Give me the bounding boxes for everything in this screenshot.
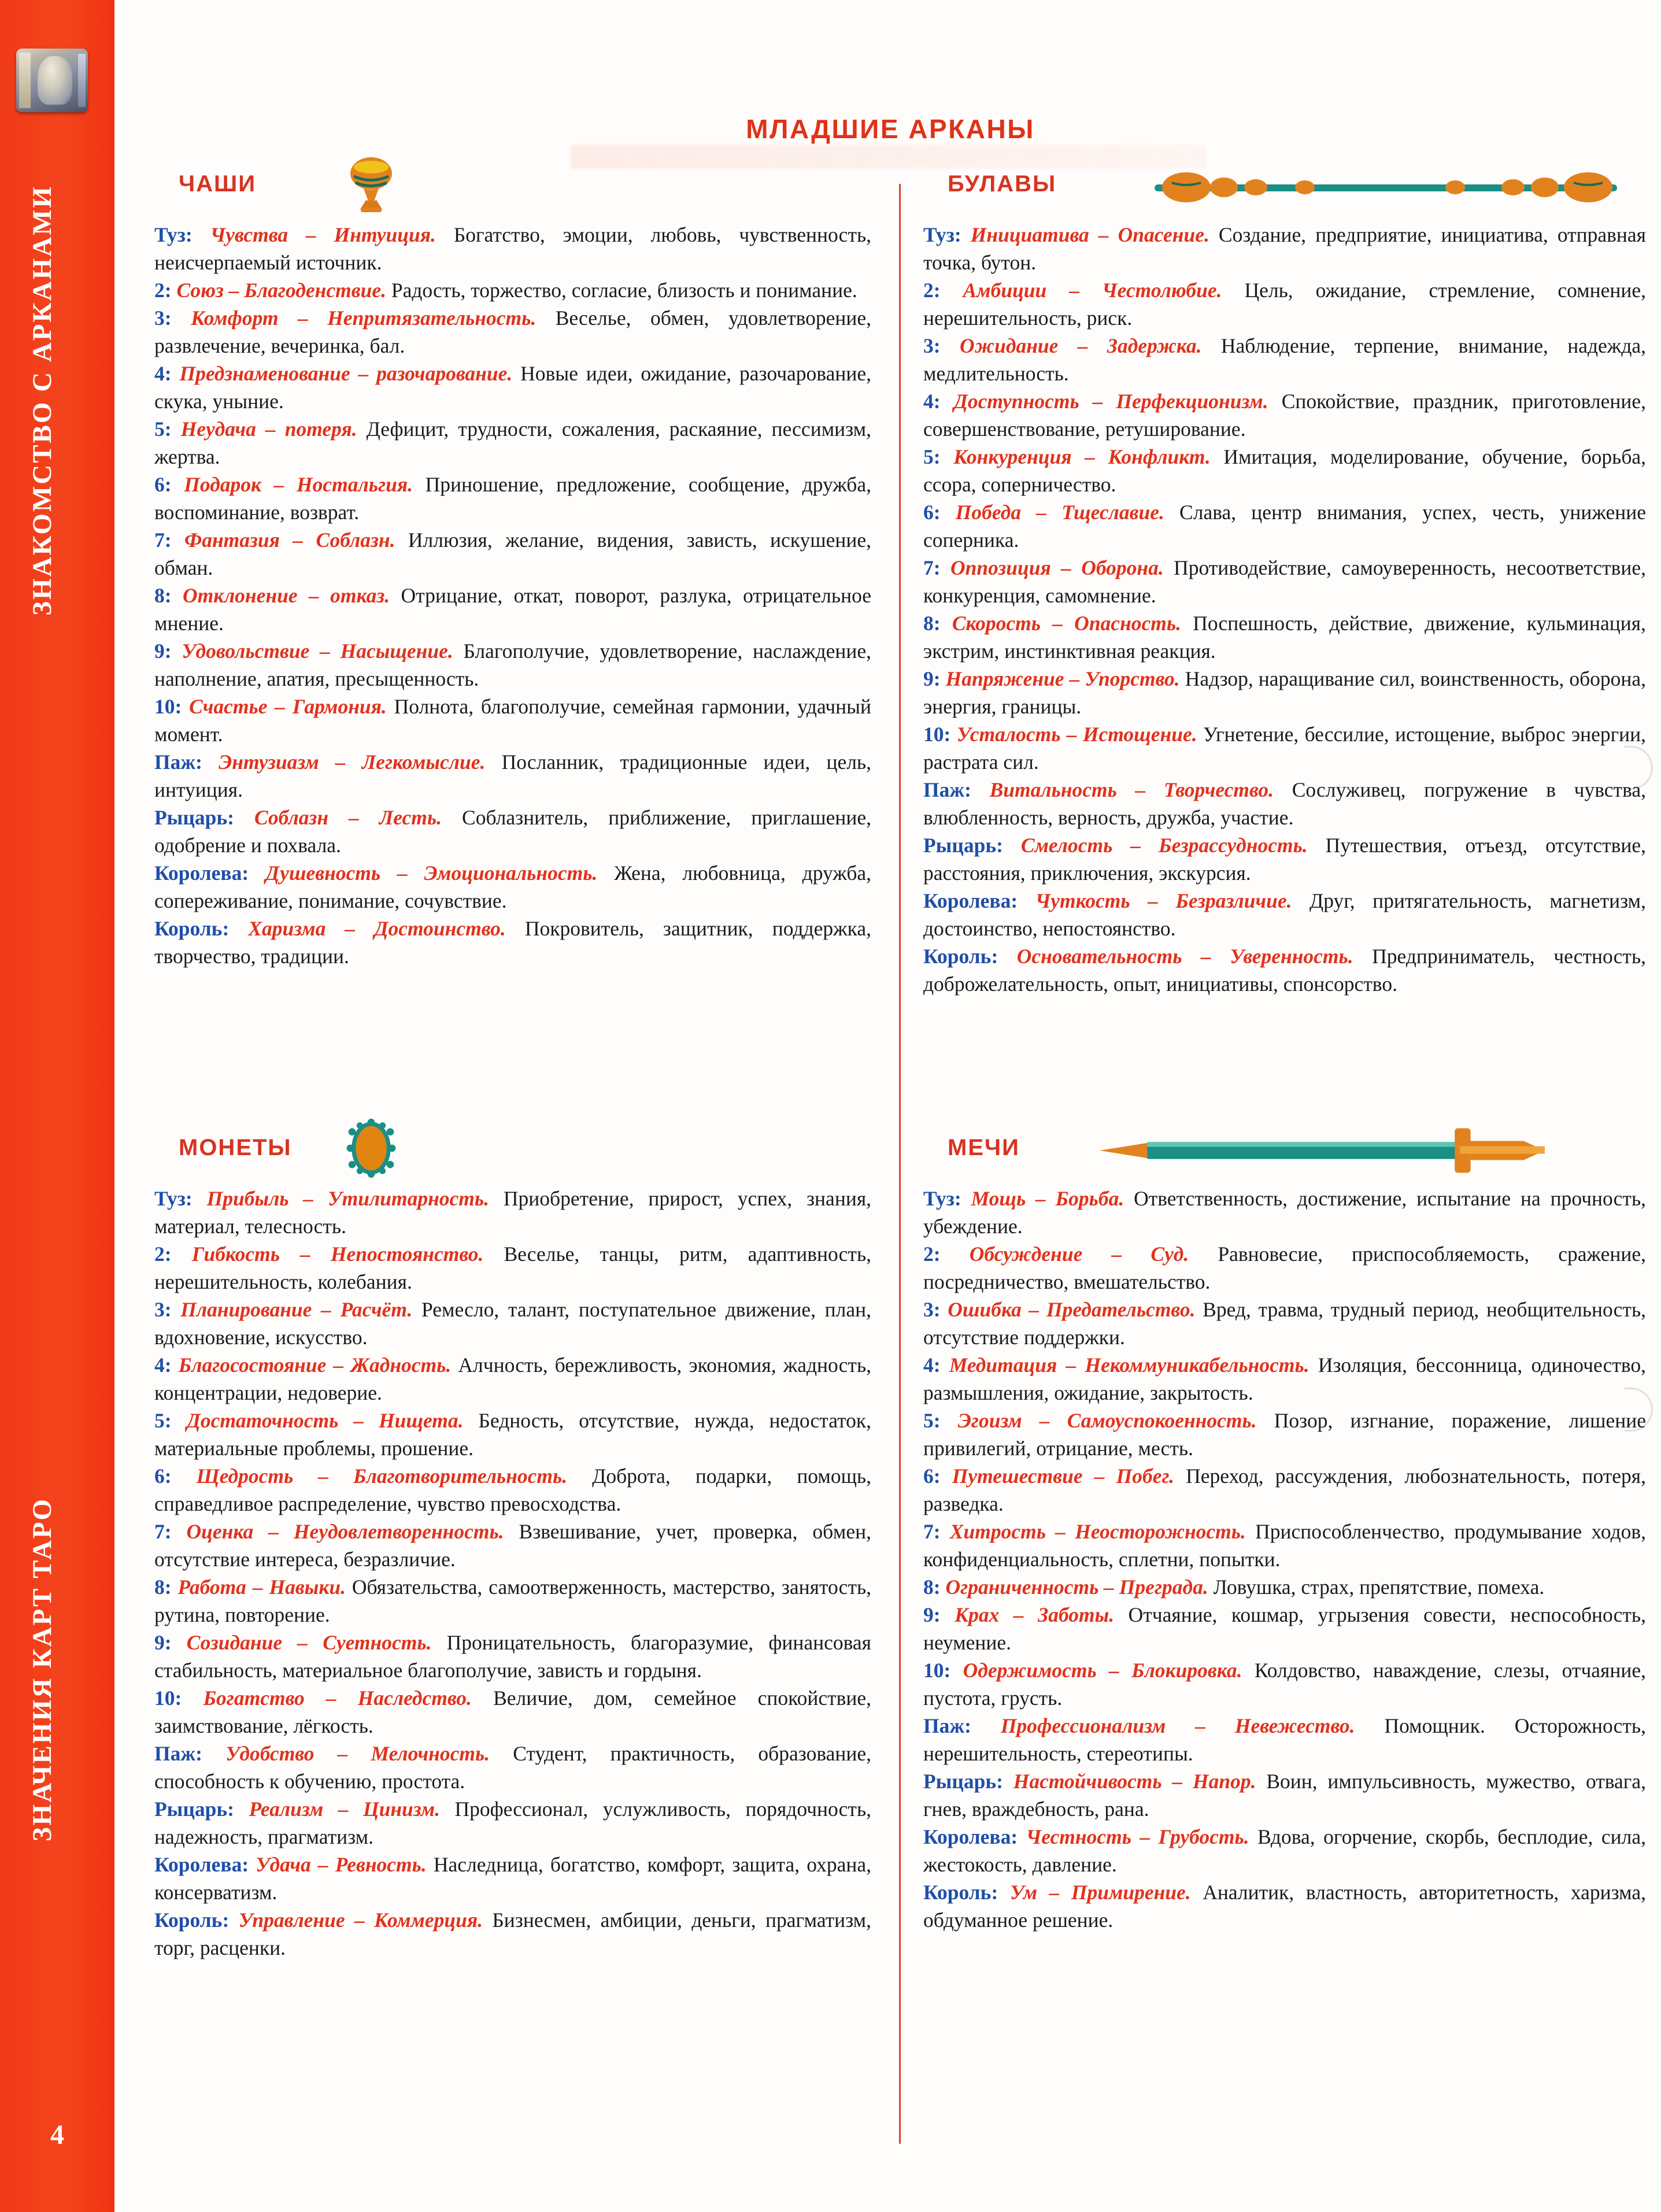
card-description: Ловушка, страх, препятствие, помеха. [1213, 1575, 1545, 1599]
card-rank-label: Туз: [923, 1187, 961, 1210]
card-description: Полнота, благополучие, семейная гармонии, удачный момент. [154, 695, 871, 746]
card-rank-label: 3: [923, 1298, 941, 1321]
cup-icon [328, 150, 415, 214]
card-entry [923, 887, 1646, 942]
card-entry [154, 276, 871, 304]
coin-icon [328, 1116, 415, 1180]
card-description: Вдова, огорчение, скорбь, бесплодие, сила, жестокость, давление. [923, 1825, 1646, 1876]
card-keywords: Подарок – Ностальгия. [184, 473, 413, 496]
card-keywords: Созидание – Суетность. [186, 1631, 432, 1654]
card-entry [923, 554, 1646, 609]
card-keywords: Удача – Ревность. [256, 1853, 427, 1876]
card-keywords: Напряжение – Упорство. [945, 667, 1180, 690]
card-entry [154, 1462, 871, 1518]
card-keywords: Честность – Грубость. [1026, 1825, 1249, 1848]
card-description: Имитация, моделирование, обучение, борьба, ссора, соперничество. [923, 445, 1647, 496]
card-keywords: Достаточность – Нищета. [186, 1409, 464, 1432]
card-description: Противодействие, самоуверенность, несоответствие, конкуренция, самомнение. [923, 556, 1647, 607]
tarot-card-thumbnail-icon [16, 49, 88, 112]
card-rank-label: 9: [923, 667, 941, 690]
card-description: Жена, любовница, дружба, сопереживание, понимание, сочувствие. [154, 861, 872, 912]
card-description: Ремесло, талант, поступательное движение, план, вдохновение, искусство. [154, 1298, 872, 1349]
section-wands [923, 161, 1646, 998]
card-rank-label: Паж: [154, 1742, 202, 1765]
page-title: МЛАДШИЕ АРКАНЫ [746, 114, 1035, 144]
card-keywords: Оппозиция – Оборона. [950, 556, 1164, 579]
card-description: Позор, изгнание, поражение, лишение привилегий, отрицание, месть. [923, 1409, 1646, 1460]
card-description: Сослуживец, погружение в чувства, влюбленность, верность, дружба, участие. [923, 778, 1647, 829]
card-keywords: Управление – Коммерция. [238, 1908, 483, 1932]
card-keywords: Путешествие – Побег. [952, 1464, 1174, 1488]
card-keywords: Конкуренция – Конфликт. [953, 445, 1211, 468]
card-entry [154, 582, 871, 637]
card-rank-label: 4: [154, 362, 172, 385]
card-keywords: Работа – Навыки. [177, 1575, 346, 1599]
card-rank-label: 10: [154, 1686, 182, 1710]
card-description: Изоляция, бессонница, одиночество, размышления, ожидание, закрытость. [923, 1353, 1647, 1404]
sword-icon [1068, 1119, 1577, 1182]
card-rank-label: 3: [154, 306, 172, 330]
card-rank-label: Туз: [154, 223, 193, 246]
card-keywords: Крах – Заботы. [955, 1603, 1115, 1626]
card-rank-label: Паж: [923, 1714, 971, 1737]
card-entry [923, 1185, 1646, 1240]
card-keywords: Удовольствие – Насыщение. [182, 639, 453, 663]
card-rank-label: 4: [923, 1353, 941, 1377]
card-keywords: Мощь – Борьба. [971, 1187, 1124, 1210]
card-rank-label: 8: [923, 612, 941, 635]
wand-icon [1131, 157, 1640, 221]
card-description: Алчность, бережливость, экономия, жадность, концентрации, недоверие. [154, 1353, 872, 1404]
card-description: Переход, рассуждения, любознательность, потеря, разведка. [923, 1464, 1647, 1515]
card-rank-label: 7: [923, 556, 941, 579]
card-entry [154, 1351, 871, 1407]
card-rank-label: Рыцарь: [923, 1770, 1003, 1793]
sidebar-chapter-label-bottom: ЗНАЧЕНИЯ КАРТ ТАРО [27, 1497, 57, 1842]
card-entry [154, 1740, 871, 1795]
card-rank-label: 5: [154, 1409, 172, 1432]
card-keywords: Предзнаменование – разочарование. [179, 362, 513, 385]
card-keywords: Щедрость – Благотворительность. [196, 1464, 568, 1488]
card-description: Благополучие, удовлетворение, наслаждение, наполнение, апатия, пресыщенность. [154, 639, 872, 690]
card-keywords: Соблазн – Лесть. [254, 806, 442, 829]
card-entry [154, 637, 871, 693]
card-description: Приношение, предложение, сообщение, дружба, воспоминание, возврат. [154, 473, 871, 524]
card-description: Новые идеи, ожидание, разочарование, скука, уныние. [154, 362, 871, 413]
card-entry [923, 387, 1646, 443]
card-keywords: Смелость – Безрассудность. [1020, 834, 1308, 857]
card-keywords: Удобство – Мелочность. [225, 1742, 490, 1765]
card-rank-label: 7: [923, 1520, 941, 1543]
card-keywords: Ум – Примирение. [1009, 1881, 1191, 1904]
card-entry [923, 1518, 1646, 1573]
card-rank-label: 4: [154, 1353, 172, 1377]
column-divider [899, 184, 901, 2144]
card-rank-label: 9: [154, 639, 172, 663]
card-keywords: Усталость – Истощение. [956, 723, 1197, 746]
card-keywords: Счастье – Гармония. [189, 695, 387, 718]
card-entry [923, 276, 1646, 332]
suit-header-wands [923, 161, 1646, 216]
card-keywords: Медитация – Некоммуникабельность. [949, 1353, 1309, 1377]
suit-header-swords [923, 1125, 1646, 1180]
entry-list-cups [154, 221, 871, 970]
card-description: Проницательность, благоразумие, финансовая стабильность, материальное благополучие, зависть и гордыня. [154, 1631, 871, 1682]
card-description: Угнетение, бессилие, истощение, выброс энергии, растрата сил. [923, 723, 1647, 774]
card-description: Поспешность, действие, движение, кульминация, экстрим, инстинктивная реакция. [923, 612, 1647, 663]
card-keywords: Эгоизм – Самоуспокоенность. [957, 1409, 1257, 1432]
card-entry [154, 1240, 871, 1296]
card-entry [154, 1629, 871, 1684]
card-keywords: Богатство – Наследство. [203, 1686, 472, 1710]
card-entry [154, 1518, 871, 1573]
suit-title-swords: МЕЧИ [948, 1135, 1020, 1160]
card-rank-label: Королева: [154, 861, 249, 885]
card-description: Студент, практичность, образование, способность к обучению, простота. [154, 1742, 871, 1793]
card-keywords: Чувства – Интуиция. [210, 223, 436, 246]
card-description: Веселье, обмен, удовлетворение, развлечение, вечеринка, бал. [154, 306, 872, 357]
card-keywords: Скорость – Опасность. [952, 612, 1181, 635]
card-description: Радость, торжество, согласие, близость и понимание. [391, 279, 857, 302]
card-keywords: Харизма – Достоинство. [248, 917, 506, 940]
card-description: Ответственность, достижение, испытание на прочность, убеждение. [923, 1187, 1647, 1238]
card-description: Помощник. Осторожность, нерешительность, стереотипы. [923, 1714, 1646, 1765]
card-description: Дефицит, трудности, сожаления, раскаяние, пессимизм, жертва. [154, 417, 872, 468]
card-description: Воин, импульсивность, мужество, отвага, гнев, враждебность, рана. [923, 1770, 1646, 1821]
card-entry [923, 776, 1646, 831]
suit-header-cups [154, 161, 871, 216]
card-entry [923, 1656, 1646, 1712]
card-rank-label: 2: [154, 1242, 172, 1266]
card-entry [154, 1573, 871, 1629]
card-entry [923, 831, 1646, 887]
entry-list-swords [923, 1185, 1646, 1934]
card-rank-label: 6: [923, 1464, 941, 1488]
card-description: Друг, притягательность, магнетизм, достоинство, непостоянство. [923, 889, 1647, 940]
card-entry [154, 1407, 871, 1462]
card-entry [923, 1296, 1646, 1351]
suit-title-coins: МОНЕТЫ [179, 1135, 292, 1160]
card-rank-label: 7: [154, 1520, 172, 1543]
card-entry [154, 471, 871, 526]
card-entry [923, 498, 1646, 554]
card-entry [154, 1906, 871, 1962]
card-description: Отрицание, откат, поворот, разлука, отрицательное мнение. [154, 584, 872, 635]
suit-title-cups: ЧАШИ [179, 171, 256, 197]
card-entry [154, 1851, 871, 1906]
card-entry [923, 1240, 1646, 1296]
card-entry [923, 332, 1646, 387]
card-keywords: Энтузиазм – Легкомыслие. [219, 750, 486, 774]
card-description: Посланник, традиционные идеи, цель, интуиция. [154, 750, 871, 801]
card-description: Аналитик, властность, авторитетность, харизма, обдуманное решение. [923, 1881, 1646, 1932]
card-keywords: Неудача – потеря. [180, 417, 357, 441]
card-entry [923, 1573, 1646, 1601]
card-description: Предприниматель, честность, доброжелательность, опыт, инициативы, спонсорство. [923, 945, 1647, 996]
card-entry [154, 221, 871, 276]
card-description: Колдовство, наваждение, слезы, отчаяние, пустота, грусть. [923, 1659, 1647, 1710]
card-rank-label: 3: [154, 1298, 172, 1321]
card-rank-label: 6: [923, 501, 941, 524]
card-keywords: Победа – Тщеславие. [955, 501, 1164, 524]
card-entry [154, 1684, 871, 1740]
card-keywords: Планирование – Расчёт. [180, 1298, 413, 1321]
card-keywords: Обсуждение – Суд. [969, 1242, 1189, 1266]
card-keywords: Реализм – Цинизм. [249, 1797, 440, 1821]
card-entry [154, 693, 871, 748]
card-rank-label: 2: [923, 279, 941, 302]
card-description: Величие, дом, семейное спокойствие, заимствование, лёгкость. [154, 1686, 871, 1737]
card-rank-label: 10: [923, 1659, 951, 1682]
card-rank-label: Король: [154, 1908, 230, 1932]
card-keywords: Душевность – Эмоциональность. [265, 861, 598, 885]
card-description: Бизнесмен, амбиции, деньги, прагматизм, торг, расценки. [154, 1908, 872, 1959]
card-keywords: Оценка – Неудовлетворенность. [186, 1520, 504, 1543]
card-keywords: Инициатива – Опасение. [970, 223, 1209, 246]
card-description: Отчаяние, кошмар, угрызения совести, неспособность, неумение. [923, 1603, 1646, 1654]
card-entry [923, 443, 1646, 498]
card-description: Приобретение, прирост, успех, знания, материал, телесность. [154, 1187, 872, 1238]
card-entry [154, 915, 871, 970]
card-description: Равновесие, приспособляемость, сражение, посредничество, вмешательство. [923, 1242, 1646, 1293]
card-entry [923, 1712, 1646, 1767]
card-description: Взвешивание, учет, проверка, обмен, отсутствие интереса, безразличие. [154, 1520, 871, 1571]
card-keywords: Настойчивость – Напор. [1013, 1770, 1256, 1793]
entry-list-coins [154, 1185, 871, 1962]
card-rank-label: 5: [923, 445, 941, 468]
sidebar-chapter-label-top: ЗНАКОМСТВО С АРКАНАМИ [27, 185, 57, 616]
card-entry [923, 1462, 1646, 1518]
card-keywords: Ошибка – Предательство. [948, 1298, 1196, 1321]
card-keywords: Гибкость – Непостоянство. [191, 1242, 484, 1266]
left-sidebar [0, 0, 114, 2212]
card-keywords: Комфорт – Непритязательность. [191, 306, 537, 330]
card-keywords: Профессионализм – Невежество. [1000, 1714, 1355, 1737]
entry-list-wands [923, 221, 1646, 998]
card-description: Профессионал, услужливость, порядочность, надежность, прагматизм. [154, 1797, 872, 1848]
card-rank-label: 6: [154, 1464, 172, 1488]
card-entry [154, 1795, 871, 1851]
card-rank-label: Король: [923, 945, 998, 968]
card-entry [923, 221, 1646, 276]
card-rank-label: Король: [154, 917, 230, 940]
card-keywords: Отклонение – отказ. [183, 584, 390, 607]
card-description: Приспособленчество, продумывание ходов, конфиденциальность, сплетни, попытки. [923, 1520, 1647, 1571]
card-keywords: Доступность – Перфекционизм. [953, 390, 1268, 413]
card-entry [923, 1878, 1646, 1934]
card-description: Бедность, отсутствие, нужда, недостаток, материальные проблемы, прошение. [154, 1409, 871, 1460]
card-keywords: Фантазия – Соблазн. [184, 528, 395, 552]
card-rank-label: 8: [923, 1575, 941, 1599]
card-keywords: Ограниченность – Преграда. [945, 1575, 1208, 1599]
card-rank-label: Туз: [154, 1187, 193, 1210]
card-entry [154, 804, 871, 859]
card-entry [923, 1407, 1646, 1462]
card-entry [923, 942, 1646, 998]
card-entry [154, 415, 871, 471]
card-description: Богатство, эмоции, любовь, чувственность, неисчерпаемый источник. [154, 223, 872, 274]
section-cups [154, 161, 871, 970]
card-rank-label: 7: [154, 528, 172, 552]
card-rank-label: 9: [923, 1603, 941, 1626]
card-entry [923, 1351, 1646, 1407]
card-entry [923, 720, 1646, 776]
card-rank-label: 10: [923, 723, 951, 746]
card-rank-label: Королева: [923, 1825, 1018, 1848]
card-keywords: Прибыль – Утилитарность. [206, 1187, 490, 1210]
card-keywords: Ожидание – Задержка. [959, 334, 1202, 357]
card-keywords: Союз – Благоденствие. [176, 279, 386, 302]
card-rank-label: Рыцарь: [154, 1797, 234, 1821]
card-description: Иллюзия, желание, видения, зависть, искушение, обман. [154, 528, 872, 579]
card-entry [154, 360, 871, 415]
card-description: Надзор, наращивание сил, воинственность, оборона, энергия, границы. [923, 667, 1647, 718]
card-entry [923, 1823, 1646, 1878]
card-entry [154, 748, 871, 804]
card-description: Цель, ожидание, стремление, сомнение, нерешительность, риск. [923, 279, 1647, 330]
card-entry [154, 859, 871, 915]
card-keywords: Витальность – Творчество. [989, 778, 1274, 801]
card-description: Соблазнитель, приближение, приглашение, одобрение и похвала. [154, 806, 872, 857]
card-entry [923, 1767, 1646, 1823]
card-rank-label: Рыцарь: [923, 834, 1003, 857]
card-description: Обязательства, самоотверженность, мастерство, занятость, рутина, повторение. [154, 1575, 872, 1626]
card-description: Создание, предприятие, инициатива, отправная точка, бутон. [923, 223, 1646, 274]
card-keywords: Чуткость – Безразличие. [1035, 889, 1292, 912]
card-entry [923, 665, 1646, 720]
card-rank-label: 6: [154, 473, 172, 496]
card-rank-label: Рыцарь: [154, 806, 234, 829]
card-rank-label: Король: [923, 1881, 998, 1904]
card-keywords: Одержимость – Блокировка. [963, 1659, 1242, 1682]
card-rank-label: 5: [923, 1409, 941, 1432]
card-keywords: Амбиции – Честолюбие. [963, 279, 1222, 302]
suit-title-wands: БУЛАВЫ [948, 171, 1057, 197]
card-rank-label: 9: [154, 1631, 172, 1654]
card-entry [154, 526, 871, 582]
card-entry [154, 304, 871, 360]
card-rank-label: 4: [923, 390, 941, 413]
card-rank-label: Королева: [154, 1853, 249, 1876]
card-description: Наблюдение, терпение, внимание, надежда, медлительность. [923, 334, 1647, 385]
card-description: Покровитель, защитник, поддержка, творчество, традиции. [154, 917, 872, 968]
page-content [120, 0, 1661, 2212]
card-keywords: Основательность – Уверенность. [1016, 945, 1353, 968]
card-description: Спокойствие, праздник, приготовление, совершенствование, ретуширование. [923, 390, 1647, 441]
card-description: Слава, центр внимания, успех, честь, унижение соперника. [923, 501, 1647, 552]
card-description: Веселье, танцы, ритм, адаптивность, нерешительность, колебания. [154, 1242, 872, 1293]
card-rank-label: 10: [154, 695, 182, 718]
card-rank-label: Королева: [923, 889, 1018, 912]
suit-header-coins [154, 1125, 871, 1180]
section-coins [154, 1125, 871, 1962]
card-rank-label: 3: [923, 334, 941, 357]
card-description: Доброта, подарки, помощь, справедливое распределение, чувство превосходства. [154, 1464, 872, 1515]
page-number: 4 [50, 2119, 64, 2150]
card-description: Путешествия, отъезд, отсутствие, расстояния, приключения, экскурсия. [923, 834, 1646, 885]
card-entry [154, 1296, 871, 1351]
card-rank-label: 2: [154, 279, 172, 302]
card-rank-label: Туз: [923, 223, 961, 246]
card-entry [923, 1601, 1646, 1656]
card-entry [923, 609, 1646, 665]
card-rank-label: Паж: [154, 750, 202, 774]
sidebar-divider [114, 0, 120, 2212]
card-description: Наследница, богатство, комфорт, защита, охрана, консерватизм. [154, 1853, 871, 1904]
card-rank-label: 2: [923, 1242, 941, 1266]
card-rank-label: Паж: [923, 778, 971, 801]
section-swords [923, 1125, 1646, 1934]
card-rank-label: 8: [154, 584, 172, 607]
card-keywords: Благосостояние – Жадность. [178, 1353, 452, 1377]
card-keywords: Хитрость – Неосторожность. [949, 1520, 1246, 1543]
card-rank-label: 8: [154, 1575, 172, 1599]
card-description: Вред, травма, трудный период, необщительность, отсутствие поддержки. [923, 1298, 1647, 1349]
card-entry [154, 1185, 871, 1240]
card-rank-label: 5: [154, 417, 172, 441]
